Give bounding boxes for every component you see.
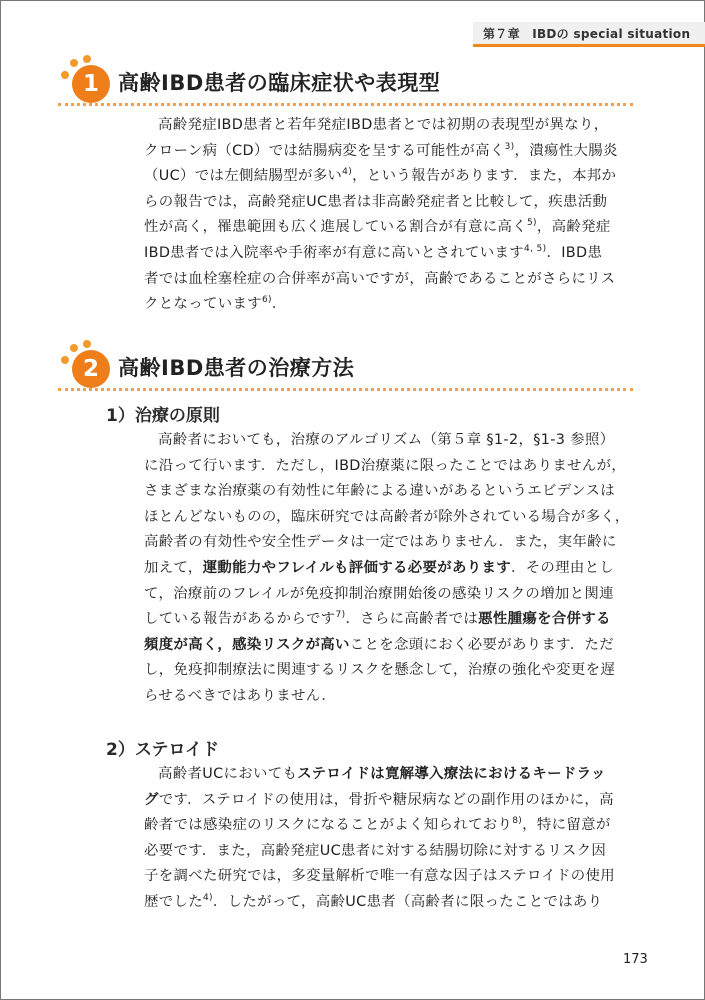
- text-line: [144, 190, 622, 216]
- text-line: [144, 788, 622, 814]
- text-run: している報告があるからです: [144, 611, 336, 628]
- text-run: 子を調べた研究では，多変量解析で唯一有意な因子はステロイドの使用: [144, 868, 615, 885]
- running-head: [473, 22, 705, 44]
- text-line: [144, 505, 630, 531]
- text-line: [144, 813, 622, 839]
- text-line: [144, 762, 622, 788]
- text-run: 者では血栓塞栓症の合併率が高いですが，高齢であることがさらにリス: [144, 270, 616, 287]
- text-run: 高齢者においても，治療のアルゴリズム（第５章 §1-2，§1-3 参照）: [158, 432, 615, 448]
- text-run: ．: [271, 296, 287, 313]
- text-run: し，免疫抑制療法に関連するリスクを懸念して，治療の強化や変更を遅: [144, 662, 616, 679]
- text-run: ．IBD患: [546, 244, 603, 261]
- emphasis-text: グ: [144, 791, 159, 808]
- text-line: [144, 267, 622, 293]
- emphasis-text: 悪性腫瘍を合併する: [478, 611, 611, 628]
- citation-ref: 5): [526, 218, 537, 229]
- text-run: 歴でした: [144, 893, 203, 910]
- text-run: ，高齢発症: [536, 219, 611, 236]
- section-title: 高齢IBD患者の臨床症状や表現型: [118, 71, 441, 95]
- body-paragraph: [144, 762, 622, 916]
- text-line: [144, 633, 622, 659]
- text-line: [144, 428, 622, 454]
- section-number: 2: [72, 350, 110, 388]
- text-line: [144, 215, 622, 241]
- text-line: [144, 556, 622, 582]
- section-title: 高齢IBD患者の治療方法: [118, 356, 355, 380]
- subsection-heading: 1）治療の原則: [106, 406, 220, 426]
- text-run: 高齢者UCにおいても: [158, 766, 298, 782]
- body-paragraph: [144, 113, 622, 318]
- citation-ref: 4, 5): [524, 243, 547, 254]
- text-line: [144, 582, 622, 608]
- text-run: ．その理由とし: [510, 559, 615, 576]
- text-run: 高齢発症IBD患者と若年発症IBD患者とでは初期の表現型が異なり，: [158, 117, 609, 133]
- emphasis-text: 運動能力やフレイルも評価する必要があります: [202, 559, 511, 576]
- citation-ref: 6): [261, 295, 272, 306]
- text-run: らせるべきではありません．: [144, 687, 337, 704]
- text-line: [144, 113, 622, 139]
- text-run: ほとんどないものの，臨床研究では高齢者が除外されている場合が多く，: [144, 508, 630, 525]
- text-run: 加えて，: [144, 559, 203, 576]
- emphasis-text: 頻度が高く，感染リスクが高い: [144, 636, 350, 653]
- running-head-rule: [473, 44, 705, 47]
- text-line: [144, 607, 622, 633]
- text-run: さまざまな治療薬の有効性に年齢による違いがあるというエビデンスは: [144, 483, 615, 500]
- section-divider: [58, 388, 633, 391]
- text-line: [144, 658, 622, 684]
- subsection-heading: 2）ステロイド: [106, 740, 219, 760]
- text-run: です．ステロイドの使用は，骨折や糖尿病などの副作用のほかに，高: [158, 791, 614, 808]
- citation-ref: 4): [202, 892, 213, 903]
- text-line: [144, 292, 622, 318]
- text-line: [144, 684, 622, 710]
- text-run: 必要です．また，高齢発症UC患者に対する結腸切除に対するリスク因: [144, 842, 607, 859]
- text-line: [144, 479, 622, 505]
- text-run: ．さらに高齢者では: [345, 611, 479, 628]
- text-run: に沿って行います．ただし，IBD治療薬に限ったことではありませんが，: [144, 457, 627, 474]
- text-line: [144, 890, 622, 916]
- text-line: [144, 241, 622, 267]
- text-line: [144, 454, 627, 480]
- text-run: 齢者では感染症のリスクになることがよく知られており: [144, 817, 513, 834]
- text-run: らの報告では，高齢発症UC患者は非高齢発症者と比較して，疾患活動: [144, 193, 608, 210]
- text-run: 高齢者の有効性や安全性データは一定ではありません．また，実年齢に: [144, 534, 617, 551]
- text-run: ，特に留意が: [522, 817, 611, 834]
- chapter-label: 第７章 IBDの special situation: [483, 27, 691, 41]
- page-number: 173: [623, 952, 648, 967]
- text-run: ことを念頭におく必要があります．ただ: [349, 636, 614, 653]
- section-number: 1: [72, 65, 110, 103]
- text-run: ，という報告があります．また，本邦か: [352, 168, 617, 185]
- text-run: クローン病（CD）では結腸病変を呈する可能性が高く: [144, 142, 505, 159]
- body-paragraph: [144, 428, 630, 710]
- citation-ref: 8): [512, 816, 523, 827]
- text-run: ．したがって，高齢UC患者（高齢者に限ったことではあり: [212, 893, 603, 910]
- text-line: [144, 164, 622, 190]
- citation-ref: 4): [342, 167, 353, 178]
- text-run: （UC）では左側結腸型が多い: [144, 168, 343, 185]
- text-run: IBD患者では入院率や手術率が有意に高いとされています: [144, 244, 525, 261]
- text-run: クとなっています: [144, 296, 262, 313]
- citation-ref: 7): [335, 610, 346, 621]
- text-run: て，治療前のフレイルが免疫抑制治療開始後の感染リスクの増加と関連: [144, 585, 614, 602]
- text-line: [144, 839, 622, 865]
- text-line: [144, 139, 622, 165]
- text-line: [144, 864, 622, 890]
- section-divider: [58, 103, 633, 106]
- text-run: 性が高く，罹患範囲も広く進展している割合が有意に高く: [144, 219, 527, 236]
- citation-ref: 3): [504, 141, 515, 152]
- text-run: ，潰瘍性大腸炎: [514, 142, 618, 159]
- emphasis-text: ステロイドは寛解導入療法におけるキードラッ: [297, 766, 606, 782]
- text-line: [144, 530, 622, 556]
